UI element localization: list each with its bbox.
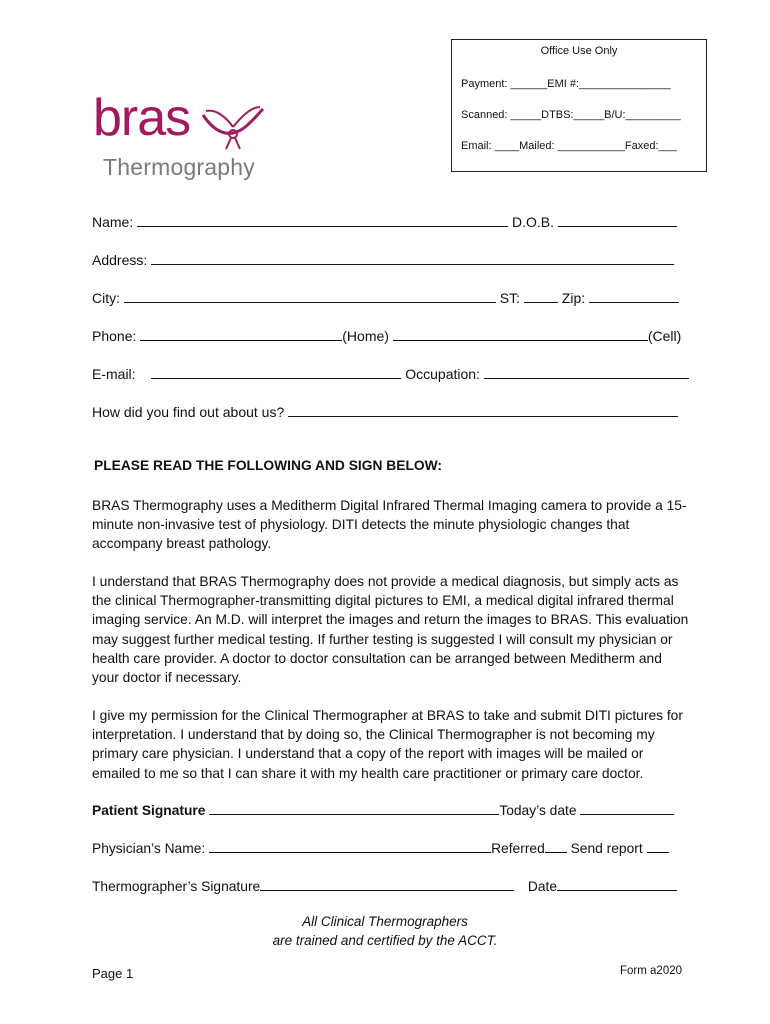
office-payment-line: Payment: ______EMI #:_______________ <box>461 78 671 90</box>
certification-note <box>0 912 770 950</box>
physician-name-label: Physician’s Name: <box>92 841 206 856</box>
cell-phone-input-line[interactable] <box>393 326 648 341</box>
referred-line[interactable] <box>545 838 567 853</box>
certification-note-line-1: All Clinical Thermographers <box>302 914 468 929</box>
page-number: Page 1 <box>92 966 134 981</box>
thermographer-signature-label: Thermographer’s Signature <box>92 879 261 894</box>
physician-row <box>92 838 669 856</box>
st-input-line[interactable] <box>524 288 558 303</box>
name-row <box>92 212 677 230</box>
phone-label: Phone: <box>92 328 137 344</box>
form-code: Form a2020 <box>620 965 683 977</box>
home-phone-input-line[interactable] <box>140 326 342 341</box>
today-date-line[interactable] <box>580 800 674 815</box>
logo-word: bras <box>93 89 191 147</box>
certification-note-line-2: are trained and certified by the ACCT. <box>272 933 498 948</box>
dob-label: D.O.B. <box>512 214 555 230</box>
city-label: City: <box>92 290 120 306</box>
find-out-input-line[interactable] <box>288 402 678 417</box>
paragraph-2: I understand that BRAS Thermography does not provide a medical diagnosis, but simply acts as the clinical Thermographer-transmitting digital pictures to EMI, a medical digital infrared thermal imaging service. An M.D. will interpret the images and return the images to BRAS. This evaluation may suggest further medical testing. If further testing is suggested I will consult my physician or health care provider. A doctor to doctor consultation can be arranged between Meditherm and your doctor if necessary. <box>92 574 689 686</box>
patient-signature-row <box>92 800 674 818</box>
paragraph-3: I give my permission for the Clinical Thermographer at BRAS to take and submit DITI pictures for interpretation. I understand that by doing so, the Clinical Thermographer is not becoming my primary care physician. I understand that a copy of the report with images will be mailed or emailed to me so that I can share it with my health care practitioner or primary care doctor. <box>92 708 683 781</box>
patient-signature-label: Patient Signature <box>92 803 206 818</box>
phone-row <box>92 326 681 344</box>
referred-label: Referred <box>491 841 545 856</box>
zip-input-line[interactable] <box>589 288 679 303</box>
office-scanned-line: Scanned: _____DTBS:_____B/U:_________ <box>461 109 681 121</box>
office-use-title: Office Use Only <box>540 45 618 57</box>
today-date-label: Today’s date <box>499 803 577 818</box>
thermographer-signature-line[interactable] <box>260 876 514 891</box>
city-row <box>92 288 679 306</box>
email-input-line[interactable] <box>151 364 401 379</box>
address-input-line[interactable] <box>151 250 674 265</box>
home-label: (Home) <box>342 328 389 344</box>
name-label: Name: <box>92 214 134 230</box>
thermographer-row <box>92 876 677 894</box>
office-email-line: Email: ____Mailed: ___________Faxed:___ <box>461 140 677 152</box>
send-report-line[interactable] <box>647 838 669 853</box>
instructions-heading: PLEASE READ THE FOLLOWING AND SIGN BELOW: <box>94 458 442 473</box>
occupation-input-line[interactable] <box>484 364 689 379</box>
occupation-label: Occupation: <box>405 366 480 382</box>
patient-signature-line[interactable] <box>209 800 499 815</box>
send-report-label: Send report <box>570 841 643 856</box>
physician-name-line[interactable] <box>209 838 491 853</box>
email-label: E-mail: <box>92 366 136 382</box>
date-label: Date <box>527 879 558 894</box>
find-out-label: How did you find out about us? <box>92 404 285 420</box>
paragraph-1: BRAS Thermography uses a Meditherm Digital Infrared Thermal Imaging camera to provide a 15-minute non-invasive test of physiology. DITI detects the minute physiologic changes that accompany breast pathology. <box>92 498 687 552</box>
address-row <box>92 250 674 268</box>
logo-subtitle: Thermography <box>103 154 255 180</box>
name-input-line[interactable] <box>137 212 508 227</box>
cell-label: (Cell) <box>647 328 682 344</box>
zip-label: Zip: <box>561 290 586 306</box>
email-row <box>92 364 689 382</box>
office-use-box <box>451 39 707 172</box>
address-label: Address: <box>92 252 148 268</box>
date-line[interactable] <box>557 876 677 891</box>
st-label: ST: <box>499 290 521 306</box>
dob-input-line[interactable] <box>558 212 677 227</box>
city-input-line[interactable] <box>124 288 496 303</box>
find-out-row <box>92 402 678 420</box>
